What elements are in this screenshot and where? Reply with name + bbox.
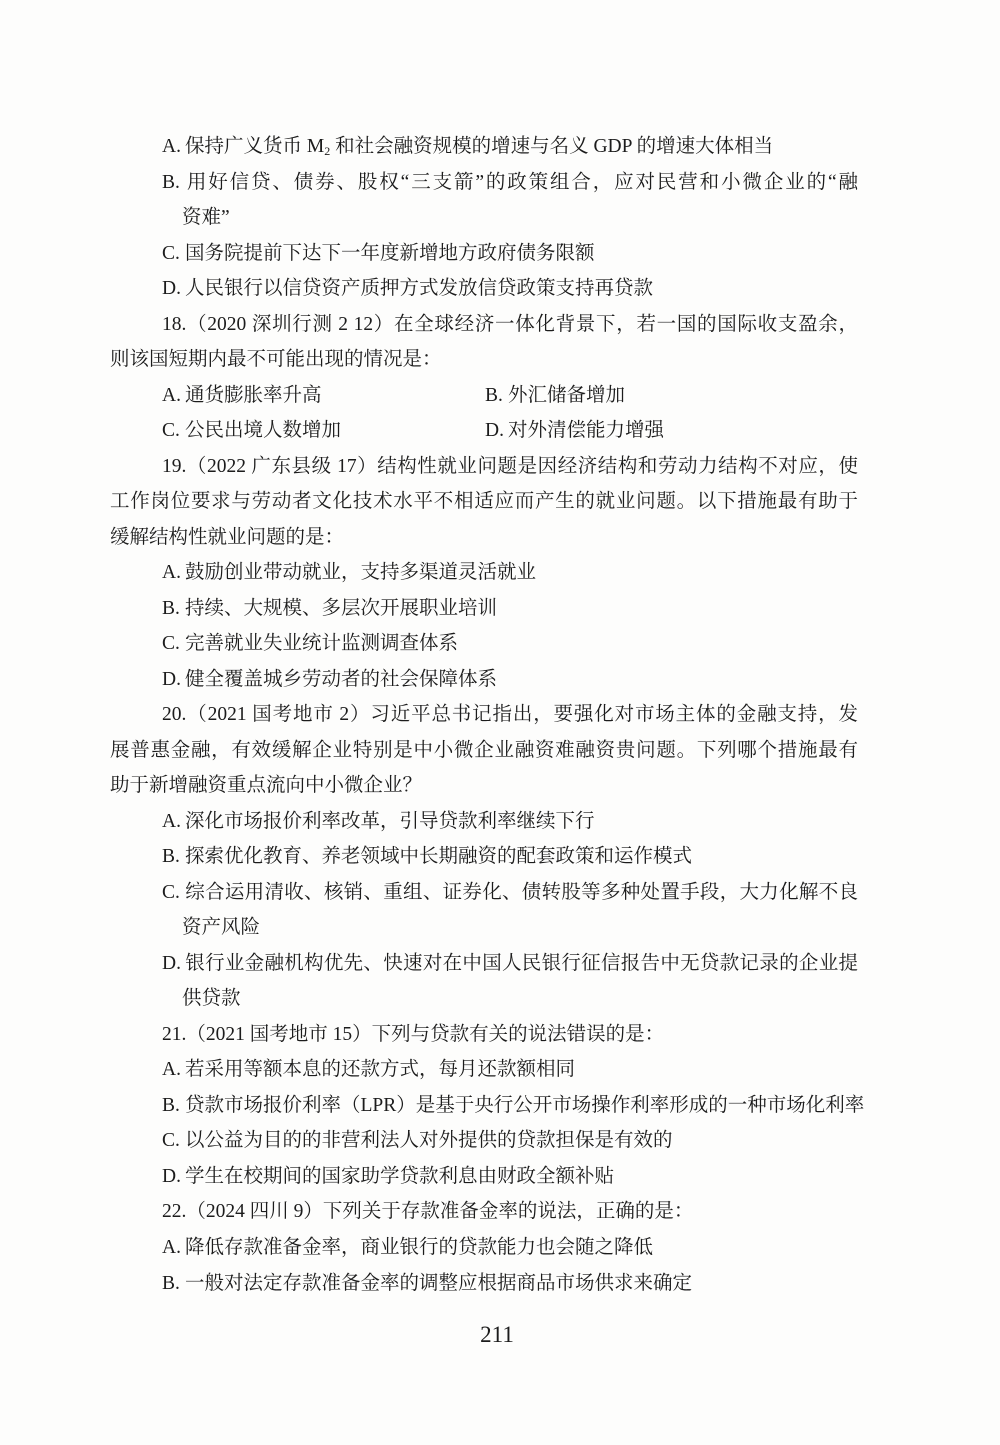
question-number: 22.: [162, 1201, 187, 1223]
q17-option-d: D. 人民银行以信贷资产质押方式发放信贷政策支持再贷款: [162, 271, 858, 307]
q20-option-c: C. 综合运用清收、核销、重组、证券化、债转股等多种处置手段，大力化解不良: [162, 881, 858, 903]
q18-option-c: C. 公民出境人数增加: [162, 420, 342, 442]
question-source: （2021 国考地市 2）: [186, 704, 371, 726]
q19-option-a: A. 鼓励创业带动就业，支持多渠道灵活就业: [162, 562, 537, 584]
question-source: （2024 四川 9）: [186, 1201, 323, 1223]
q17-option-b: B. 用好信贷、债券、股权“三支箭”的政策组合，应对民营和小微企业的“融: [162, 165, 858, 201]
q19-stem-continuation: 缓解结构性就业问题的是：: [110, 526, 345, 548]
q21-option-b: B. 贷款市场报价利率（LPR）是基于央行公开市场操作利率形成的一种市场化利率: [162, 1094, 865, 1116]
question-source: （2021 国考地市 15）: [186, 1023, 372, 1045]
q19-stem: 19.（2022 广东县级 17）结构性就业问题是因经济结构和劳动力结构不对应，使: [162, 455, 858, 477]
option-label: B.: [162, 171, 180, 193]
q22-option-a: A. 降低存款准备金率，商业银行的贷款能力也会随之降低: [162, 1236, 654, 1258]
q18-option-b: B. 外汇储备增加: [485, 384, 626, 406]
q20-stem: 20.（2021 国考地市 2）习近平总书记指出，要强化对市场主体的金融支持，发: [162, 704, 858, 726]
q18-options-row-2: [162, 413, 858, 449]
q20-stem-continuation: 助于新增融资重点流向中小微企业？: [110, 775, 423, 797]
question-source: （2022 广东县级 17）: [186, 455, 378, 477]
q18-option-d: D. 对外清偿能力增强: [485, 420, 665, 442]
q19-option-b: B. 持续、大规模、多层次开展职业培训: [162, 597, 498, 619]
question-number: 21.: [162, 1023, 187, 1045]
q21-stem: 21.（2021 国考地市 15）下列与贷款有关的说法错误的是：: [162, 1023, 665, 1045]
q18-option-a: A. 通货膨胀率升高: [162, 384, 322, 406]
q22-option-b: B. 一般对法定存款准备金率的调整应根据商品市场供求来确定: [162, 1272, 693, 1294]
q22-stem: 22.（2024 四川 9）下列关于存款准备金率的说法，正确的是：: [162, 1201, 694, 1223]
q19-option-d: D. 健全覆盖城乡劳动者的社会保障体系: [162, 668, 498, 690]
question-number: 20.: [162, 704, 187, 726]
q17-option-c: C. 国务院提前下达下一年度新增地方政府债务限额: [162, 236, 858, 272]
question-number: 19.: [162, 455, 187, 477]
question-source: （2020 深圳行测 2 12）: [186, 313, 394, 335]
q20-option-d-continuation: 供贷款: [182, 988, 241, 1010]
q21-option-c: C. 以公益为目的的非营利法人对外提供的贷款担保是有效的: [162, 1130, 673, 1152]
q19-option-c: C. 完善就业失业统计监测调查体系: [162, 633, 459, 655]
q17-option-a: A. 保持广义货币 $M_2$ 和社会融资规模的增速与名义 GDP 的增速大体相当: [162, 129, 858, 165]
q18-stem-continuation: 则该国短期内最不可能出现的情况是：: [110, 349, 442, 371]
q20-option-c-continuation: 资产风险: [182, 917, 261, 939]
q20-option-a: A. 深化市场报价利率改革，引导贷款利率继续下行: [162, 810, 595, 832]
page-content: [0, 129, 1000, 1301]
q21-option-a: A. 若采用等额本息的还款方式，每月还款额相同: [162, 1059, 576, 1081]
q21-option-d: D. 学生在校期间的国家助学贷款利息由财政全额补贴: [162, 1165, 615, 1187]
option-label: D.: [162, 278, 181, 300]
q20-option-b: B. 探索优化教育、养老领域中长期融资的配套政策和运作模式: [162, 846, 693, 868]
q20-option-d: D. 银行业金融机构优先、快速对在中国人民银行征信报告中无贷款记录的企业提: [162, 952, 858, 974]
q19-stem-continuation: 工作岗位要求与劳动者文化技术水平不相适应而产生的就业问题。以下措施最有助于: [110, 491, 858, 513]
q18-stem: 18.（2020 深圳行测 2 12）在全球经济一体化背景下，若一国的国际收支盈余，: [162, 313, 858, 335]
q18-options-row-1: [162, 378, 858, 414]
q20-stem-continuation: 展普惠金融，有效缓解企业特别是中小微企业融资难融资贵问题。下列哪个措施最有: [110, 739, 858, 761]
page-number: 211: [480, 1322, 514, 1347]
q17-option-b-continuation: 资难”: [182, 207, 230, 229]
question-number: 18.: [162, 313, 187, 335]
option-label: C.: [162, 242, 180, 264]
option-label: A.: [162, 136, 181, 157]
